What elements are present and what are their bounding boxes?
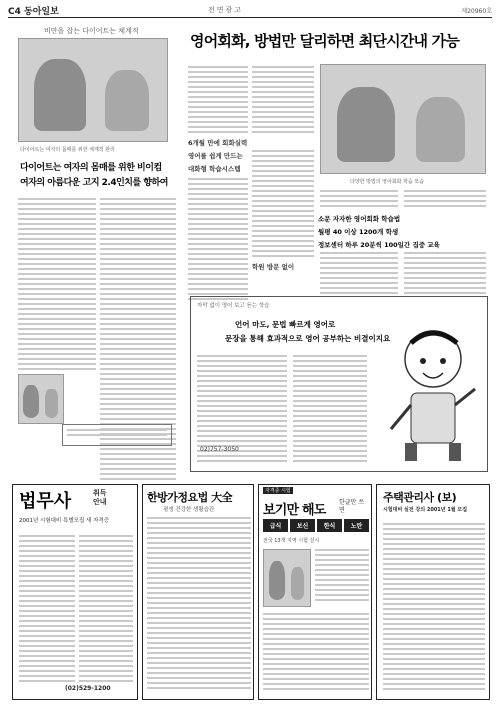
top-story-col-5 — [320, 190, 398, 210]
top-story-col-7 — [320, 252, 398, 297]
feature-headline-2: 여자의 아름다운 고지 2.4인치를 향하여 — [20, 178, 168, 188]
ad-hanja-tag: 한식 — [317, 519, 342, 532]
ad-herbal-body — [147, 517, 251, 692]
ad-housing — [376, 484, 490, 700]
ad-herbal — [142, 484, 254, 700]
callout-block — [318, 214, 488, 249]
top-story-col-3 — [188, 178, 248, 303]
top-story-col-6 — [404, 190, 486, 210]
ad-housing-title: 주택관리사 (보) — [383, 491, 457, 504]
ad-hanja — [258, 484, 372, 700]
ad-hanja-photo — [263, 549, 311, 607]
ad-hanja-note: 전국 13개 지역 시험 실시 — [263, 538, 320, 544]
ad-herbal-sub: 평생 건강한 생활습관 — [163, 507, 215, 513]
ad-law-title: 법무사 — [19, 491, 72, 512]
section-label: 전면광고 — [208, 6, 244, 14]
banner-phone: 02)757-3050 — [200, 446, 239, 453]
page-header — [8, 4, 492, 18]
ad-law-body — [19, 535, 75, 685]
top-story-col-8 — [404, 252, 486, 297]
ad-hanja-body — [315, 549, 369, 604]
subhead-1: 6개월 만에 회화실력 — [188, 139, 248, 147]
banner-label: 자막 없이 영어 보고 듣는 학습 — [197, 303, 270, 309]
ad-hanja-label: 자격증 시험 — [265, 488, 291, 494]
ad-hanja-title: 보기만 해도 — [263, 503, 326, 518]
banner-quote-2: 문장을 통해 효과적으로 영어 공부하는 비결이지요 — [225, 334, 391, 343]
callout-1: 소문 자자한 영어회화 학습법 — [318, 215, 401, 223]
subhead-4: 학원 방문 없이 — [252, 263, 295, 271]
subhead-3: 대화형 학습시스템 — [188, 165, 241, 173]
callout-3: 정보센터 하루 20분씩 100일간 집중 교육 — [318, 241, 440, 249]
ad-hanja-tag: 노란 — [344, 519, 369, 532]
left-feature — [10, 26, 178, 546]
top-story-headline: 영어회화, 방법만 달리하면 최단시간내 가능 — [190, 32, 460, 50]
top-story-photo-caption: 다양한 방법의 영어회화 학습 모습 — [350, 179, 424, 185]
page-label: C4 동아일보 — [8, 7, 59, 17]
ad-law-side: 취득 안내 — [93, 489, 107, 506]
ad-hanja-body-2 — [263, 613, 369, 693]
top-story-col-2 — [252, 66, 314, 136]
ad-housing-body — [383, 523, 485, 693]
callout-2: 월평 40 이상 1200개 학생 — [318, 228, 399, 236]
inset-notice — [62, 424, 172, 446]
top-story-col-1 — [188, 66, 248, 136]
issue-date: 제20960호 — [461, 8, 492, 15]
feature-photo-small — [18, 374, 64, 424]
banner-col-2 — [293, 355, 367, 465]
ad-herbal-title: 한방가정요법 大全 — [147, 491, 233, 504]
feature-photo — [18, 38, 168, 142]
feature-headline-1: 다이어트는 여자의 몸매를 위한 비이컴 — [20, 163, 162, 173]
top-story-photo — [320, 64, 486, 174]
top-story-col-4 — [252, 150, 314, 260]
ad-law-sub: 2001년 시험대비 특별모집 새 자격증 — [19, 518, 110, 524]
subhead-2: 영어를 쉽게 만드는 — [188, 152, 243, 160]
feature-photo-caption: 다이어트는 여자의 몸매를 위한 체계적 관리 — [20, 147, 115, 153]
ad-hanja-tag: 보신 — [290, 519, 315, 532]
ad-hanja-tags — [263, 519, 369, 532]
feature-kicker: 비만을 잡는 다이어트는 체계적 — [44, 27, 139, 35]
ad-law — [12, 484, 138, 700]
ad-hanja-tag: 급식 — [263, 519, 288, 532]
feature-body-left — [18, 198, 96, 424]
banner-illustration — [377, 305, 483, 465]
ad-law-phone: (02)529-1200 — [65, 685, 111, 692]
ad-hanja-subtitle: 한글만 쓰면 — [339, 499, 365, 514]
ad-law-body-2 — [79, 535, 133, 685]
subhead-block — [188, 138, 252, 173]
banner-quote-1: 언어 마도, 문법 빠르게 영어로 — [235, 320, 336, 329]
ad-housing-sub: 시험대비 실전 강의 2001년 1월 모집 — [383, 507, 468, 513]
